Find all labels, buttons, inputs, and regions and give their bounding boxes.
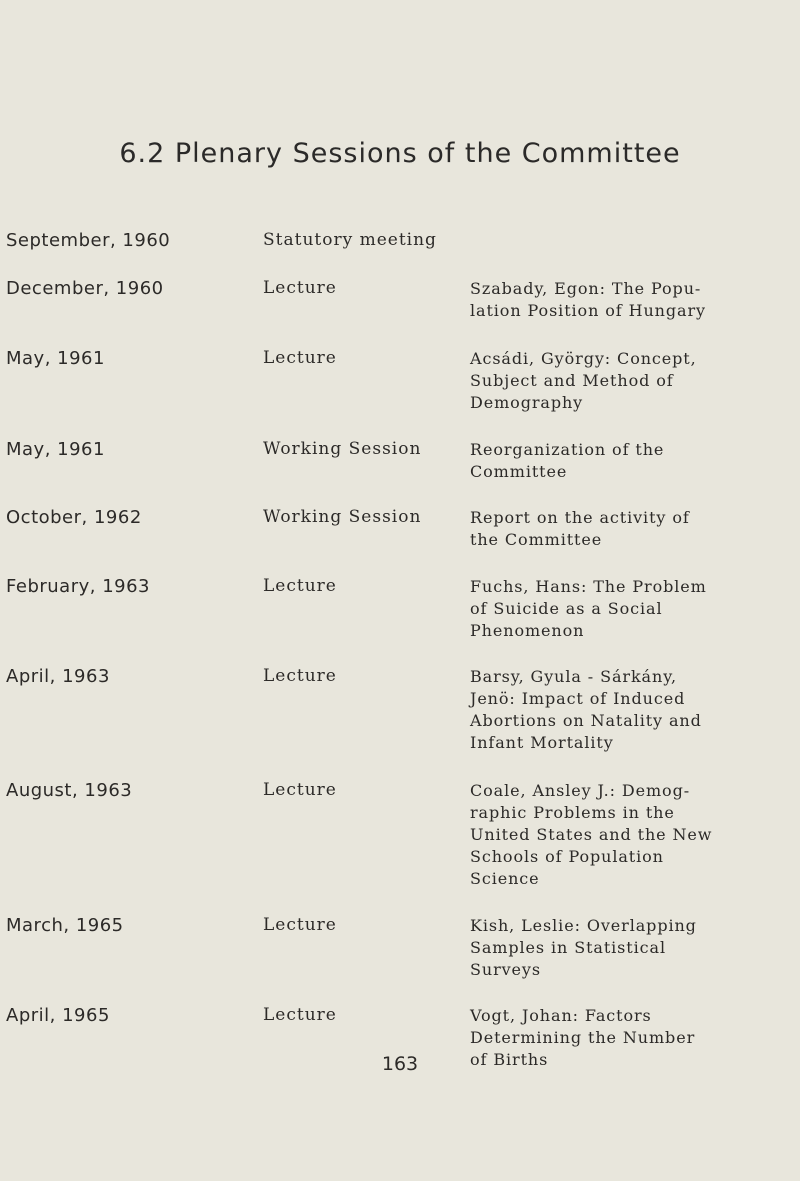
session-topic: Coale, Ansley J.: Demog- raphic Problems in the United States and the New Schools of Population Science — [470, 781, 713, 888]
page-number: 163 — [381, 1053, 419, 1075]
session-topic: Barsy, Gyula - Sárkány, Jenö: Impact of Induced Abortions on Natality and Infant Mortality — [470, 667, 702, 752]
session-kind: Lecture — [263, 348, 337, 368]
session-kind: Statutory meeting — [263, 230, 437, 250]
session-topic: Reorganization of the Committee — [470, 440, 665, 481]
session-date: May, 1961 — [6, 348, 105, 369]
session-kind: Lecture — [263, 780, 337, 800]
session-date: March, 1965 — [6, 915, 124, 936]
session-kind: Lecture — [263, 666, 337, 686]
session-kind: Working Session — [263, 507, 422, 527]
page-title: 6.2 Plenary Sessions of the Committee — [119, 138, 681, 169]
session-topic: Vogt, Johan: Factors Determining the Number of Births — [470, 1006, 696, 1069]
session-topic: Fuchs, Hans: The Problem of Suicide as a Social Phenomenon — [470, 577, 707, 640]
session-date: May, 1961 — [6, 439, 105, 460]
session-topic: Szabady, Egon: The Popu- lation Position of Hungary — [470, 279, 706, 320]
session-date: April, 1963 — [6, 666, 110, 687]
session-date: December, 1960 — [6, 278, 164, 299]
session-date: October, 1962 — [6, 507, 142, 528]
session-kind: Lecture — [263, 576, 337, 596]
session-topic: Report on the activity of the Committee — [470, 508, 690, 549]
session-kind: Lecture — [263, 278, 337, 298]
session-kind: Lecture — [263, 1005, 337, 1025]
session-date: February, 1963 — [6, 576, 151, 597]
session-date: August, 1963 — [6, 780, 133, 801]
session-date: September, 1960 — [6, 230, 171, 251]
session-kind: Lecture — [263, 915, 337, 935]
session-topic: Kish, Leslie: Overlapping Samples in Statistical Surveys — [470, 916, 697, 979]
session-topic: Acsádi, György: Concept, Subject and Method of Demography — [470, 349, 697, 412]
session-kind: Working Session — [263, 439, 422, 459]
session-date: April, 1965 — [6, 1005, 110, 1026]
